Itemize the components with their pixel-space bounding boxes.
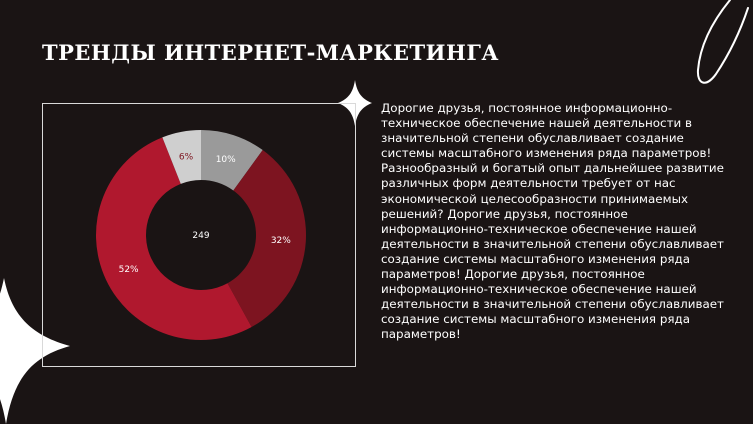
body-text: Дорогие друзья, постоянное информационно-техническое обеспечение нашей деятельности в значительной степени обуславливает создание системы масштабного изменения ряда параметров! Разнообразный и богатый опыт дальнейшее развитие различных форм деятельности требует от нас экономической целесообразности принимаемых решений? Дорогие друзья, постоянное информационно-техническое обеспечение нашей деятельности в значительной степени обуславливает создание системы масштабного изменения ряда параметров! Дорогие друзья, постоянное информационно-техническое обеспечение нашей деятельности в значительной степени обуславливает создание системы масштабного изменения ряда параметров! [381,101,724,342]
slice-label-0: 10% [215,154,236,165]
swirl-decoration [698,0,748,83]
slide-title: ТРЕНДЫ ИНТЕРНЕТ-МАРКЕТИНГА [42,40,499,65]
donut-chart [43,104,357,368]
slice-label-2: 52% [118,265,139,276]
slice-label-3: 6% [178,152,194,163]
donut-center-label: 249 [192,231,210,241]
chart-frame [42,103,356,367]
slice-label-1: 32% [270,236,291,247]
